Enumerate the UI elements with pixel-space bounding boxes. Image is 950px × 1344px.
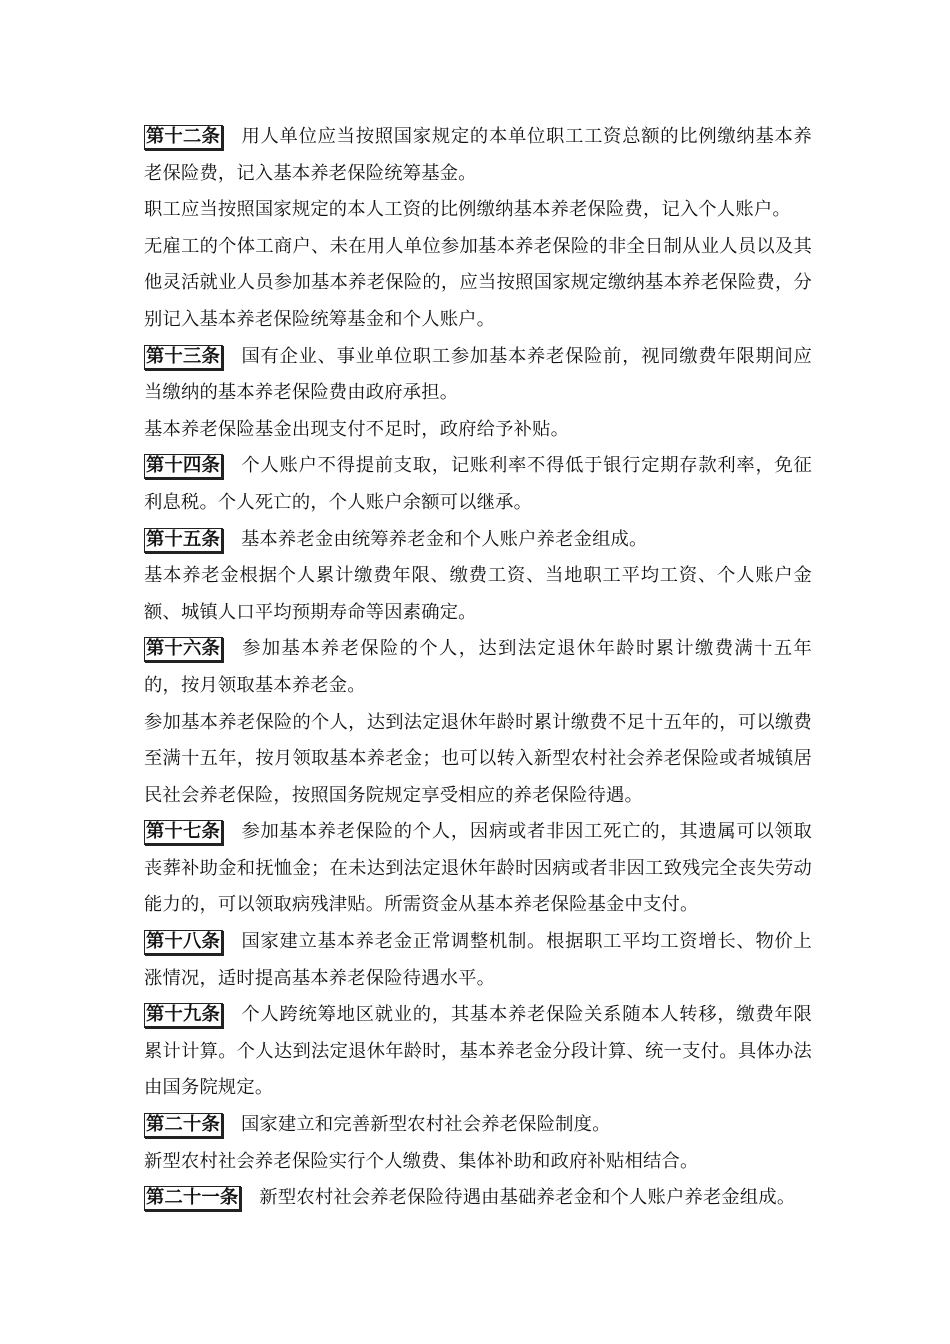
- article-text: 个人跨统筹地区就业的，其基本养老保险关系随本人转移，缴费年限累计计算。个人达到法定退休年龄时，基本养老金分段计算、统一支付。具体办法由国务院规定。: [144, 1004, 812, 1099]
- article-14: [144, 448, 812, 521]
- article-21: [144, 1180, 812, 1217]
- article-text: 个人账户不得提前支取，记账利率不得低于银行定期存款利率，免征利息税。个人死亡的，个人账户余额可以继承。: [144, 455, 812, 513]
- article-text: 用人单位应当按照国家规定的本单位职工工资总额的比例缴纳基本养老保险费，记入基本养老保险统筹基金。: [144, 126, 812, 184]
- document-page: [144, 119, 812, 1217]
- article-label: 第十九条: [144, 1003, 223, 1028]
- article-12: [144, 119, 812, 192]
- article-16-paragraph: 参加基本养老保险的个人，达到法定退休年龄时累计缴费不足十五年的，可以缴费至满十五年，按月领取基本养老金；也可以转入新型农村社会养老保险或者城镇居民社会养老保险，按照国务院规定享受相应的养老保险待遇。: [144, 711, 812, 806]
- article-label: 第十六条: [144, 637, 223, 662]
- article-20: [144, 1107, 812, 1144]
- article-label: 第十五条: [144, 528, 223, 553]
- article-label: 第二十条: [144, 1113, 223, 1138]
- article-label: 第十七条: [144, 820, 223, 845]
- article-label: 第十二条: [144, 125, 223, 150]
- article-label: 第十八条: [144, 930, 223, 955]
- article-13-paragraph: 基本养老保险基金出现支付不足时，政府给予补贴。: [144, 418, 570, 440]
- article-13: [144, 339, 812, 412]
- article-20-paragraph: 新型农村社会养老保险实行个人缴费、集体补助和政府补贴相结合。: [144, 1150, 699, 1172]
- article-text: 新型农村社会养老保险待遇由基础养老金和个人账户养老金组成。: [259, 1187, 796, 1209]
- article-19: [144, 997, 812, 1107]
- article-label: 第十三条: [144, 345, 223, 370]
- article-text: 参加基本养老保险的个人，达到法定退休年龄时累计缴费满十五年的，按月领取基本养老金。: [144, 638, 812, 696]
- article-12-paragraph: 无雇工的个体工商户、未在用人单位参加基本养老保险的非全日制从业人员以及其他灵活就业人员参加基本养老保险的，应当按照国家规定缴纳基本养老保险费，分别记入基本养老保险统筹基金和个人账户。: [144, 235, 812, 330]
- article-18: [144, 924, 812, 997]
- article-text: 国家建立基本养老金正常调整机制。根据职工平均工资增长、物价上涨情况，适时提高基本养老保险待遇水平。: [144, 931, 812, 989]
- article-text: 基本养老金由统筹养老金和个人账户养老金组成。: [240, 528, 648, 550]
- article-12-paragraph: 职工应当按照国家规定的本人工资的比例缴纳基本养老保险费，记入个人账户。: [144, 199, 791, 221]
- article-text: 国家建立和完善新型农村社会养老保险制度。: [240, 1114, 611, 1136]
- article-17: [144, 814, 812, 924]
- article-label: 第十四条: [144, 454, 223, 479]
- article-15-paragraph: 基本养老金根据个人累计缴费年限、缴费工资、当地职工平均工资、个人账户金额、城镇人口平均预期寿命等因素确定。: [144, 565, 812, 623]
- article-label: 第二十一条: [144, 1186, 241, 1211]
- article-15: [144, 522, 812, 559]
- article-text: 参加基本养老保险的个人，因病或者非因工死亡的，其遗属可以领取丧葬补助金和抚恤金；在未达到法定退休年龄时因病或者非因工致残完全丧失劳动能力的，可以领取病残津贴。所需资金从基本养老保险基金中支付。: [144, 821, 812, 916]
- article-16: [144, 631, 812, 704]
- article-text: 国有企业、事业单位职工参加基本养老保险前，视同缴费年限期间应当缴纳的基本养老保险费由政府承担。: [144, 345, 812, 404]
